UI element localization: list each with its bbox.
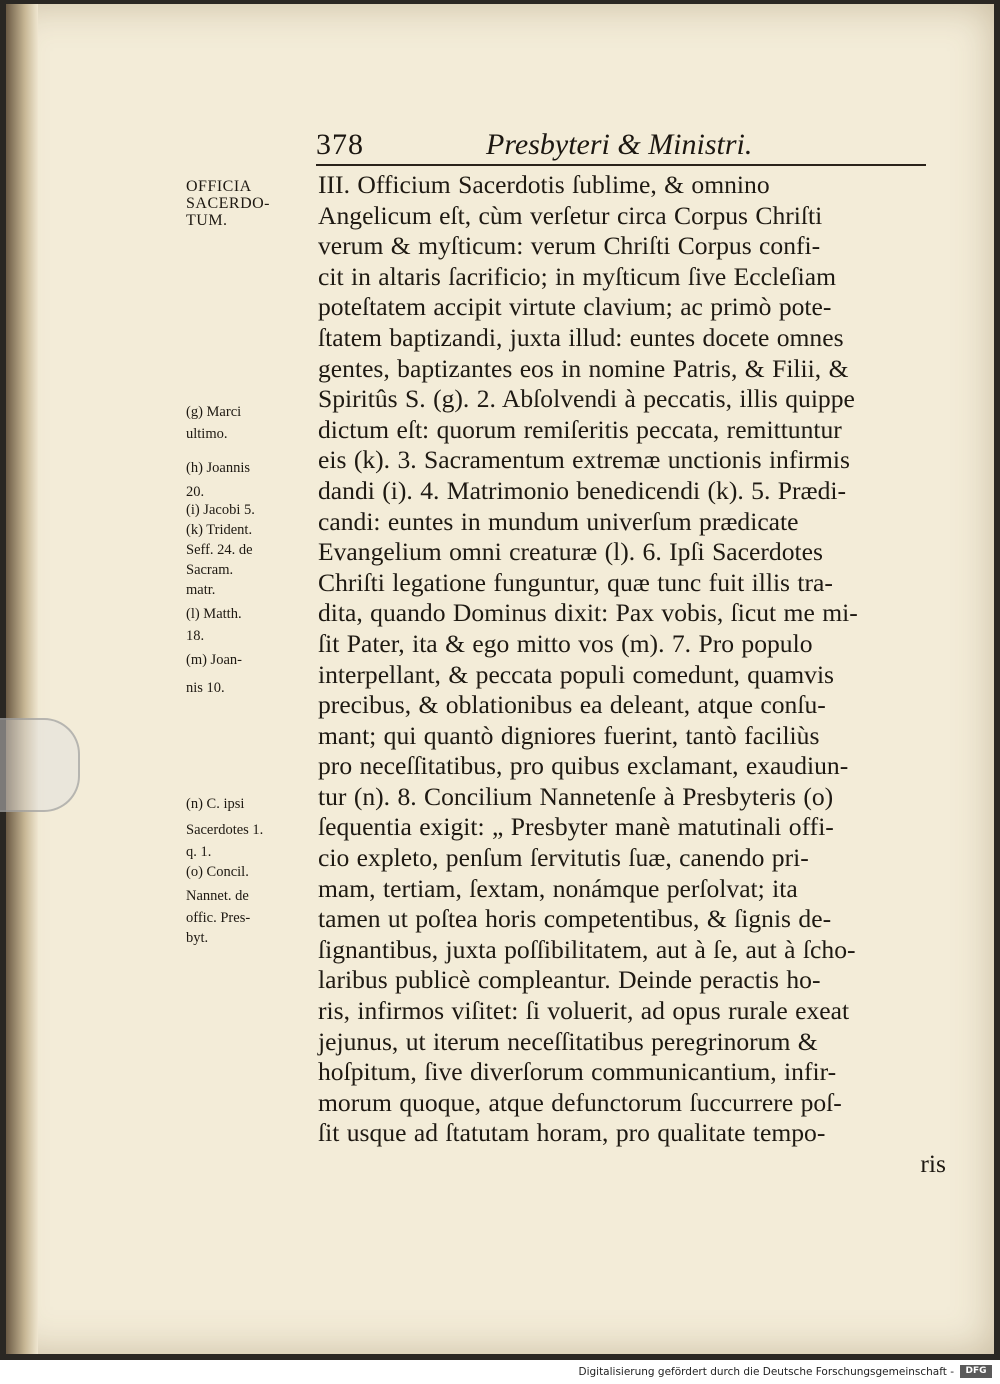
text-line: ſignantibus, juxta poſſibilitatem, aut à ſe, aut à ſcho- [318, 934, 856, 964]
text-line: ſit usque ad ſtatutam horam, pro qualitate tempo- [318, 1118, 826, 1148]
text-line: interpellant, & peccata populi comedunt, quamvis [318, 659, 835, 689]
text-line: dandi (i). 4. Matrimonio benedicendi (k). 5. Prædi- [318, 475, 847, 505]
margin-note-line: (n) C. ipsi [186, 796, 245, 812]
margin-heading-line: OFFICIA [186, 178, 252, 195]
text-line: mant; qui quantò digniores fuerint, tantò faciliùs [318, 720, 820, 750]
text-line: Evangelium omni creaturæ (l). 6. Ipſi Sacerdotes [318, 537, 823, 567]
margin-heading-line: TUM. [186, 212, 228, 229]
page-number: 378 [316, 128, 364, 161]
text-line: ſit Pater, ita & ego mitto vos (m). 7. Pro populo [318, 628, 813, 658]
text-line: eis (k). 3. Sacramentum extremæ unctionis infirmis [318, 445, 850, 475]
page-header [316, 128, 932, 164]
digitization-footer [0, 1360, 1000, 1384]
margin-note-line: ultimo. [186, 426, 228, 442]
text-line: dita, quando Dominus dixit: Pax vobis, ſicut me mi- [318, 598, 858, 628]
running-title: Presbyteri & Ministri. [486, 128, 753, 161]
margin-note-line: Sacram. [186, 562, 234, 578]
page-gutter [6, 4, 38, 1354]
text-line: candi: euntes in mundum univerſum prædicate [318, 506, 799, 536]
margin-note-line: (o) Concil. [186, 864, 249, 880]
text-line: ris, infirmos viſitet: ſi voluerit, ad opus rurale exeat [318, 996, 850, 1026]
margin-note-line: (l) Matth. [186, 606, 242, 622]
text-line: Spiritûs S. (g). 2. Abſolvendi à peccatis, illis quippe [318, 384, 855, 414]
text-line: poteſtatem accipit virtute clavium; ac primò pote- [318, 292, 832, 322]
text-line: Chriſti legatione funguntur, quæ tunc fuit illis tra- [318, 567, 833, 597]
margin-note-line: 20. [186, 484, 205, 500]
margin-note-line: nis 10. [186, 680, 225, 696]
text-line: jejunus, ut iterum neceſſitatibus peregrinorum & [318, 1026, 818, 1056]
text-line: morum quoque, atque defunctorum ſuccurrere poſ- [318, 1087, 842, 1117]
text-line: III. Officium Sacerdotis ſublime, & omnino [318, 170, 770, 199]
margin-note-line: (h) Joannis [186, 460, 251, 476]
text-line: laribus publicè compleantur. Deinde peractis ho- [318, 965, 821, 995]
margin-note-line: (k) Trident. [186, 522, 253, 538]
text-line: tamen ut poſtea horis competentibus, & ſignis de- [318, 904, 832, 934]
margin-heading-line: SACERDO- [186, 195, 271, 212]
text-line: ſtatem baptizandi, juxta illud: euntes docete omnes [318, 322, 844, 352]
text-line: mam, tertiam, ſextam, nonámque perſolvat; ita [318, 873, 798, 903]
text-line: cit in altaris ſacrificio; in myſticum ſive Eccleſiam [318, 261, 836, 291]
margin-note-line: Sacerdotes 1. [186, 822, 264, 838]
margin-note-line: matr. [186, 582, 216, 598]
main-text [318, 170, 946, 1180]
margin-note-line: Seff. 24. de [186, 542, 253, 558]
margin-note-line: (m) Joan- [186, 652, 242, 668]
text-line: verum & myſticum: verum Chriſti Corpus confi- [318, 231, 821, 261]
margin-note-line: (i) Jacobi 5. [186, 502, 255, 518]
text-line: precibus, & oblationibus ea deleant, atque conſu- [318, 690, 826, 720]
footer-credit: Digitalisierung gefördert durch die Deutsche Forschungsgemeinschaft - [578, 1366, 954, 1378]
catchword-line: ris [920, 1149, 946, 1178]
text-line: ſequentia exigit: „ Presbyter manè matutinali offi- [318, 812, 834, 842]
text-line: tur (n). 8. Concilium Nannetenſe à Presbyteris (o) [318, 781, 834, 811]
margin-note-line: q. 1. [186, 844, 212, 860]
margin-note-line: byt. [186, 930, 209, 946]
margin-note-line: offic. Pres- [186, 910, 251, 926]
text-line: pro neceſſitatibus, pro quibus exclamant, exaudiun- [318, 751, 849, 781]
text-line: dictum eſt: quorum remiſeritis peccata, remittuntur [318, 414, 842, 444]
margin-note-line: 18. [186, 628, 205, 644]
text-line: gentes, baptizantes eos in nomine Patris, & Filii, & [318, 353, 849, 383]
page-tab-marker [0, 718, 80, 812]
dfg-logo-icon: DFG [960, 1365, 992, 1378]
margin-note-line: (g) Marci [186, 404, 242, 420]
text-line: cio expleto, penſum ſervitutis ſuæ, canendo pri- [318, 843, 809, 873]
text-line: hoſpitum, ſive diverſorum communicantium, infir- [318, 1057, 837, 1087]
text-line: Angelicum eſt, cùm verſetur circa Corpus Chriſti [318, 200, 823, 230]
margin-note-line: Nannet. de [186, 888, 249, 904]
header-rule [316, 164, 926, 166]
